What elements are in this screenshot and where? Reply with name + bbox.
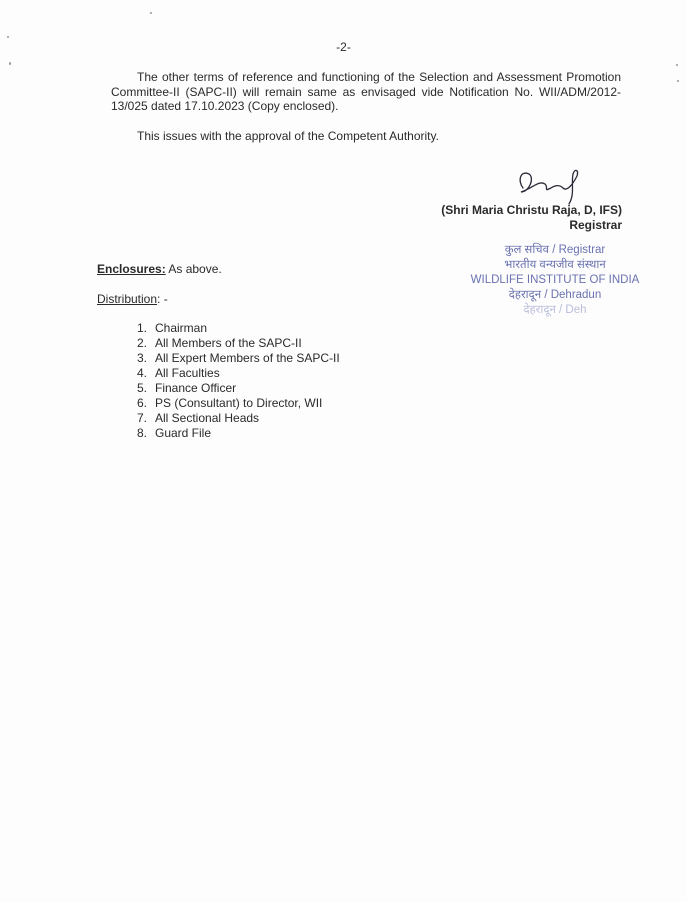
approval-paragraph: This issues with the approval of the Competent Authority.: [137, 129, 439, 143]
handwritten-signature: [505, 158, 595, 208]
stamp-line-hindi-institute: भारतीय वन्यजीव संस्थान: [504, 259, 606, 271]
stamp-line-faded: देहरादून / Deh: [523, 304, 587, 316]
stamp-line-registrar: कुल सचिव / Registrar: [504, 244, 606, 256]
scan-speck: [677, 80, 679, 82]
list-item: [137, 381, 340, 396]
list-item-number: 5.: [137, 381, 148, 395]
list-item-text: All Faculties: [155, 366, 220, 380]
list-item-number: 7.: [137, 411, 148, 425]
distribution-label: Distribution: [97, 292, 158, 306]
stamp-line-dehradun: देहरादून / Dehradun: [508, 289, 602, 301]
signatory-designation: Registrar: [569, 218, 622, 232]
list-item-text: All Sectional Heads: [155, 411, 260, 425]
terms-paragraph: The other terms of reference and functioning of the Selection and Assessment Promotion Committee-II (SAPC-II) will remain same as envisaged vide Notification No. WII/ADM/2012-13/025 dated 17.10.2023 (Copy enclosed).: [111, 70, 621, 114]
page-number: -2-: [336, 40, 351, 54]
scan-speck: [150, 12, 152, 14]
enclosures-line: [97, 262, 222, 276]
distribution-suffix: : -: [157, 292, 168, 306]
signatory-block: [400, 203, 622, 233]
list-item-number: 2.: [137, 336, 148, 350]
list-item-text: All Members of the SAPC-II: [155, 336, 302, 350]
list-item-number: 8.: [137, 426, 148, 440]
scan-speck: [7, 36, 9, 38]
list-item: [137, 321, 340, 336]
list-item-number: 3.: [137, 351, 148, 365]
signatory-name: (Shri Maria Christu Raja, D, IFS): [441, 203, 622, 217]
stamp-line-institute: WILDLIFE INSTITUTE OF INDIA: [470, 274, 640, 286]
list-item: [137, 396, 340, 411]
official-stamp: [450, 243, 660, 318]
distribution-heading: [97, 292, 168, 306]
list-item-text: Finance Officer: [155, 381, 237, 395]
list-item: [137, 411, 340, 426]
list-item-text: All Expert Members of the SAPC-II: [155, 351, 340, 365]
list-item-text: Guard File: [155, 426, 212, 440]
enclosures-label: Enclosures:: [97, 262, 166, 276]
list-item: [137, 426, 340, 441]
list-item: [137, 351, 340, 366]
list-item-text: Chairman: [155, 321, 208, 335]
list-item: [137, 336, 340, 351]
scan-speck: [676, 64, 678, 66]
list-item-text: PS (Consultant) to Director, WII: [155, 396, 323, 410]
distribution-list: [137, 321, 340, 441]
list-item-number: 4.: [137, 366, 148, 380]
enclosures-value: As above.: [165, 262, 222, 276]
list-item-number: 6.: [137, 396, 148, 410]
list-item: [137, 366, 340, 381]
scan-speck: [9, 62, 11, 65]
list-item-number: 1.: [137, 321, 148, 335]
